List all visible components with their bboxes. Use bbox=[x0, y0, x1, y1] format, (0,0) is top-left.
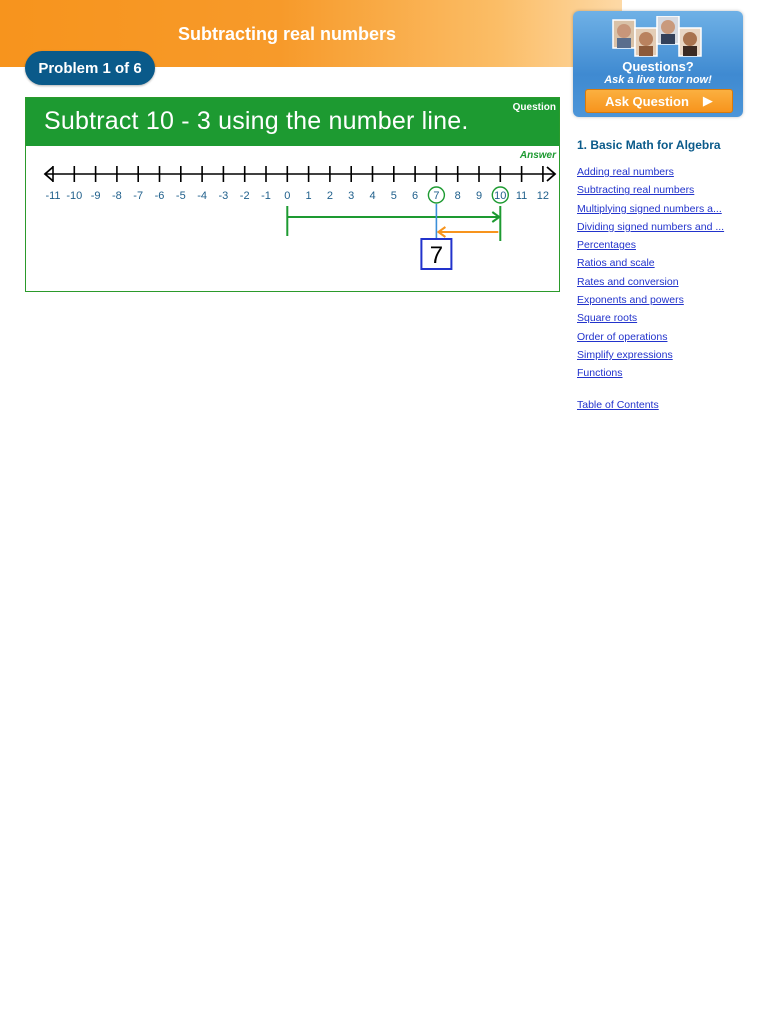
subtraction-annotations bbox=[287, 204, 500, 241]
sidebar-item-ratios-and-scale[interactable]: Ratios and scale bbox=[577, 257, 655, 270]
tutor-photos-icon bbox=[611, 16, 705, 58]
result-value: 7 bbox=[429, 242, 444, 269]
sidebar-item-adding-real-numbers[interactable]: Adding real numbers bbox=[577, 166, 674, 178]
tick-label-7: 7 bbox=[433, 190, 440, 202]
play-arrow-icon: ▶ bbox=[702, 93, 713, 108]
tick-label-1: 1 bbox=[305, 190, 312, 202]
tick-label--4: -4 bbox=[197, 190, 207, 202]
number-line-diagram bbox=[26, 146, 559, 290]
sidebar-heading: 1. Basic Math for Algebra bbox=[577, 138, 721, 152]
tick-label-11: 11 bbox=[515, 190, 528, 202]
lesson-list bbox=[577, 162, 724, 382]
ad-headline: Questions? bbox=[622, 59, 694, 74]
ask-question-button[interactable] bbox=[585, 89, 733, 113]
sidebar-item-percentages[interactable]: Percentages bbox=[577, 239, 636, 252]
tick-label--10: -10 bbox=[66, 190, 83, 202]
question-panel bbox=[25, 97, 560, 292]
tick-label-5: 5 bbox=[390, 190, 397, 202]
tick-label-0: 0 bbox=[284, 190, 291, 202]
tick-labels bbox=[45, 187, 549, 203]
sidebar-item-subtracting-real-numbers[interactable]: Subtracting real numbers bbox=[577, 184, 695, 197]
tick-label-8: 8 bbox=[454, 190, 461, 202]
table-of-contents-link[interactable]: Table of Contents bbox=[577, 399, 659, 411]
sidebar-item-order-of-operations[interactable]: Order of operations bbox=[577, 330, 668, 343]
question-tag: Question bbox=[512, 102, 556, 113]
tick-label-12: 12 bbox=[536, 190, 550, 202]
live-tutor-ad[interactable] bbox=[573, 11, 743, 117]
problem-counter-badge: Problem 1 of 6 bbox=[25, 51, 155, 85]
tick-label--9: -9 bbox=[90, 190, 101, 202]
tick-label--11: -11 bbox=[45, 190, 61, 202]
tick-label--2: -2 bbox=[239, 190, 250, 202]
page-title: Subtracting real numbers bbox=[178, 24, 397, 44]
ad-subline: Ask a live tutor now! bbox=[604, 74, 712, 86]
tick-label--8: -8 bbox=[112, 190, 122, 202]
tick-label--3: -3 bbox=[218, 190, 229, 202]
tick-label-9: 9 bbox=[475, 190, 483, 202]
tick-label--7: -7 bbox=[133, 190, 144, 202]
tick-label-6: 6 bbox=[412, 190, 419, 202]
tick-label-2: 2 bbox=[326, 190, 333, 202]
ask-question-label: Ask Question bbox=[605, 93, 689, 109]
tick-label-10: 10 bbox=[494, 190, 507, 202]
question-header bbox=[26, 98, 559, 146]
sidebar-item-square-roots[interactable]: Square roots bbox=[577, 312, 638, 325]
tick-label-3: 3 bbox=[348, 190, 355, 202]
sidebar-item-rates-and-conversion[interactable]: Rates and conversion bbox=[577, 275, 679, 288]
tick-label--6: -6 bbox=[154, 190, 165, 202]
answer-tag: Answer bbox=[519, 150, 556, 161]
tick-label-4: 4 bbox=[369, 190, 376, 202]
tick-label--1: -1 bbox=[261, 190, 271, 202]
tick-label--5: -5 bbox=[175, 190, 186, 202]
sidebar-item-simplify-expressions[interactable]: Simplify expressions bbox=[577, 348, 673, 361]
sidebar-item-multiplying-signed-numbers[interactable]: Multiplying signed numbers a... bbox=[577, 202, 722, 215]
sidebar-item-exponents-and-powers[interactable]: Exponents and powers bbox=[577, 294, 684, 307]
question-text: Subtract 10 - 3 using the number line. bbox=[44, 107, 469, 135]
sidebar-item-dividing-signed-numbers[interactable]: Dividing signed numbers and ... bbox=[577, 220, 725, 233]
sidebar-item-functions[interactable]: Functions bbox=[577, 367, 623, 380]
